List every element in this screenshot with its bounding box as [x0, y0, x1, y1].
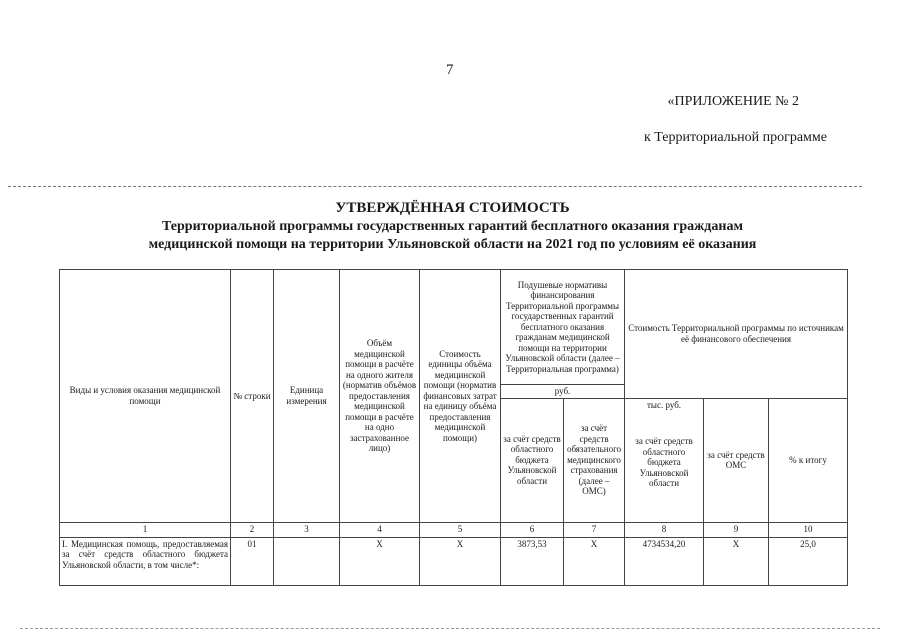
header-per-capita-oms: за счёт средств обязательного медицинского страхования (далее – ОМС) — [564, 398, 625, 522]
column-number: 4 — [340, 522, 420, 537]
document-subtitle-line-1: Территориальной программы государственных гарантий бесплатного оказания гражданам — [162, 219, 743, 234]
header-unit-cost: Стоимость единицы объёма медицинской помощи (норматив финансовых затрат на единицу объёма предоставления медицинской помощи) — [420, 270, 501, 523]
column-number: 1 — [60, 522, 231, 537]
row-unit-cost: X — [420, 537, 501, 585]
header-care-types: Виды и условия оказания медицинской помощи — [60, 270, 231, 523]
column-number: 2 — [231, 522, 274, 537]
row-cost-oms: X — [704, 537, 769, 585]
row-per-capita-oms: X — [564, 537, 625, 585]
appendix-subheading: к Территориальной программе — [643, 130, 827, 145]
header-per-capita-budget: за счёт средств областного бюджета Ульяновской области — [501, 398, 564, 522]
header-percent: % к итогу — [769, 398, 848, 522]
column-number: 8 — [625, 522, 704, 537]
column-numbers-row — [60, 522, 848, 537]
column-number: 7 — [564, 522, 625, 537]
header-line-number: № строки — [231, 270, 274, 523]
header-cost-budget — [625, 398, 704, 522]
row-unit — [274, 537, 340, 585]
separator-line — [8, 186, 862, 187]
row-percent: 25,0 — [769, 537, 848, 585]
column-number: 6 — [501, 522, 564, 537]
document-title: УТВЕРЖДЁННАЯ СТОИМОСТЬ — [335, 200, 570, 216]
page-number: 7 — [446, 62, 454, 78]
header-cost-by-source: Стоимость Территориальной программы по источникам её финансового обеспечения — [625, 270, 848, 399]
header-volume: Объём медицинской помощи в расчёте на одного жителя (норматив объёмов предоставления медицинской помощи в расчёте на одно застрахованное лицо) — [340, 270, 420, 523]
header-cost-oms: за счёт средств ОМС — [704, 398, 769, 522]
column-number: 3 — [274, 522, 340, 537]
row-line-number: 01 — [231, 537, 274, 585]
header-per-capita: Подушевые нормативы финансирования Территориальной программы государственных гарантий бесплатного оказания гражданам медицинской помощи на территории Ульяновской области (далее – Территориальная программа) — [501, 270, 625, 385]
header-cost-budget-label: за счёт средств областного бюджета Ульяновской области — [635, 436, 693, 488]
header-unit-thousand-rub: тыс. руб. — [646, 399, 682, 410]
row-per-capita-budget: 3873,53 — [501, 537, 564, 585]
appendix-heading: «ПРИЛОЖЕНИЕ № 2 — [667, 94, 799, 109]
column-number: 10 — [769, 522, 848, 537]
column-number: 9 — [704, 522, 769, 537]
header-unit-rub: руб. — [501, 385, 625, 399]
column-number: 5 — [420, 522, 501, 537]
row-volume: X — [340, 537, 420, 585]
table-row — [60, 537, 848, 585]
row-cost-budget: 4734534,20 — [625, 537, 704, 585]
document-subtitle-line-2: медицинской помощи на территории Ульяновской области на 2021 год по условиям её оказания — [148, 237, 757, 252]
header-unit: Единица измерения — [274, 270, 340, 523]
bottom-scan-artifact — [20, 628, 880, 629]
row-care-type: I. Медицинская помощь, предоставляемая за счёт средств областного бюджета Ульяновской области, в том числе*: — [60, 537, 231, 585]
cost-table — [59, 269, 848, 586]
